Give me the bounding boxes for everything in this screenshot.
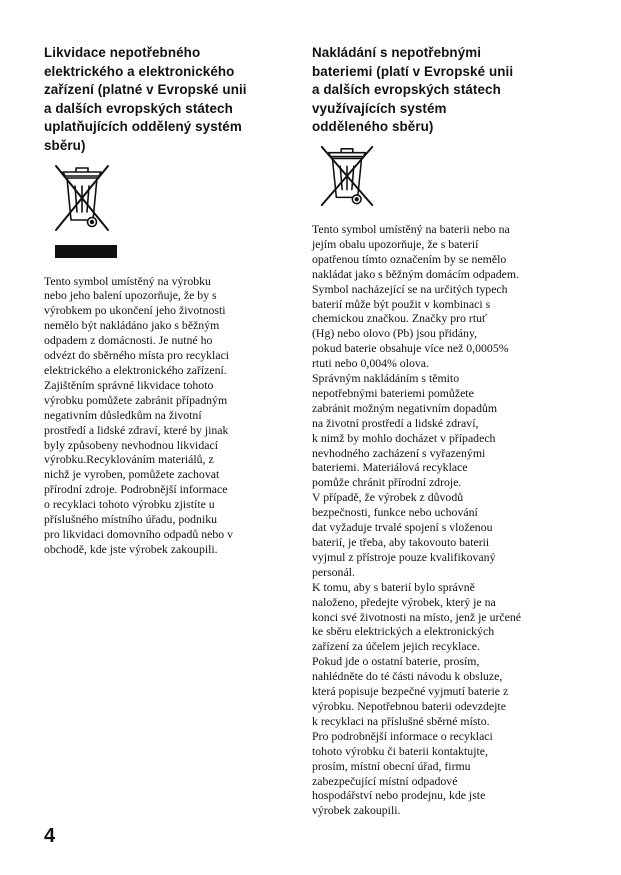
body-line: zabránit možným negativním dopadům xyxy=(312,400,498,415)
weee-body-text xyxy=(44,274,284,557)
body-line: na životní prostředí a lidské zdraví, xyxy=(312,415,479,430)
body-line: zabezpečující místní odpadové xyxy=(312,773,458,788)
heading-line: odděleného sběru) xyxy=(312,119,434,135)
body-line: rtuti nebo 0,004% olova. xyxy=(312,356,429,371)
body-line: pro likvidaci domovního odpadů nebo v xyxy=(44,526,234,541)
body-line: Pokud jde o ostatní baterie, prosím, xyxy=(312,654,480,669)
body-line: výrobku.Recyklováním materiálů, z xyxy=(44,452,214,467)
body-line: jejím obalu upozorňuje, že s baterií xyxy=(312,236,479,251)
body-line: o recyklaci tohoto výrobku zjistíte u xyxy=(44,497,215,512)
body-line: nevhodného zacházení s vyřazenými xyxy=(312,445,486,460)
body-line: zařízení za účelem jejich recyklace. xyxy=(312,639,480,654)
heading-line: a dalších evropských státech xyxy=(312,82,501,98)
battery-heading xyxy=(312,44,556,137)
battery-disposal-section xyxy=(312,44,556,818)
body-line: Tento symbol umístěný na výrobku xyxy=(44,273,211,288)
heading-line: Nakládání s nepotřebnými xyxy=(312,45,482,60)
heading-line: využívajících systém xyxy=(312,100,447,116)
body-line: bateriemi. Materiálová recyklace xyxy=(312,460,468,475)
heading-line: sběru) xyxy=(44,137,86,153)
body-line: bezpečnosti, funkce nebo uchování xyxy=(312,505,478,520)
body-line: odpadem z domácnosti. Je nutné ho xyxy=(44,333,213,348)
crossed-out-wheelie-bin-icon xyxy=(312,143,382,209)
body-line: negativním důsledkům na životní xyxy=(44,407,202,422)
body-line: V případě, že výrobek z důvodů xyxy=(312,490,464,505)
body-line: přírodní zdroje. Podrobnější informace xyxy=(44,482,228,497)
body-line: která popisuje bezpečné vyjmutí baterie z xyxy=(312,684,509,699)
body-line: vyjmul z přístroje pouze kvalifikovaný xyxy=(312,549,496,564)
heading-line: uplatňujících oddělený systém xyxy=(44,119,242,135)
body-line: elektrického a elektronického zařízení. xyxy=(44,363,227,377)
body-line: personál. xyxy=(312,564,355,579)
body-line: Správným nakládáním s těmito xyxy=(312,371,460,386)
body-line: pokud baterie obsahuje více než 0,0005% xyxy=(312,341,509,356)
body-line: nepotřebnými bateriemi pomůžete xyxy=(312,385,474,400)
heading-line: bateriemi (platí v Evropské unii xyxy=(312,63,514,79)
heading-line: zařízení (platné v Evropské unii xyxy=(44,82,247,98)
body-line: (Hg) nebo olovo (Pb) jsou přidány, xyxy=(312,326,478,341)
body-line: odvézt do sběrného místa pro recyklaci xyxy=(44,348,230,363)
body-line: baterií, je třeba, aby takovouto baterii xyxy=(312,535,490,549)
body-line: byly způsobeny nevhodnou likvidací xyxy=(44,437,218,452)
body-line: prostředí a lidské zdraví, které by jinak xyxy=(44,422,229,437)
body-line: nakládat jako s běžným domácím odpadem. xyxy=(312,266,520,281)
body-line: obchodě, kde jste výrobek zakoupili. xyxy=(44,541,218,556)
body-line: nichž je vyroben, pomůžete zachovat xyxy=(44,467,220,482)
body-line: hospodářství nebo prodejnu, kde jste xyxy=(312,788,486,803)
body-line: nemělo být nakládáno jako s běžným xyxy=(44,318,220,333)
body-line: ke sběru elektrických a elektronických xyxy=(312,624,495,639)
body-line: K tomu, aby s baterií bylo správně xyxy=(312,579,475,594)
body-line: Tento symbol umístěný na baterii nebo na xyxy=(312,221,510,236)
body-line: výrobku. Nepotřebnou baterii odevzdejte xyxy=(312,698,506,713)
body-line: tohoto výrobku či baterii kontaktujte, xyxy=(312,743,488,758)
body-line: výrobkem po ukončení jeho životnosti xyxy=(44,303,226,318)
body-line: Zajištěním správné likvidace tohoto xyxy=(44,377,214,392)
body-line: konci své životnosti na místo, jenž je určené xyxy=(312,609,522,624)
body-line: opatřenou tímto označením by se nemělo xyxy=(312,251,507,266)
body-line: výrobek zakoupili. xyxy=(312,803,401,818)
heading-line: a dalších evropských státech xyxy=(44,100,233,116)
body-line: nebo jeho balení upozorňuje, že by s xyxy=(44,288,217,303)
body-line: k recyklaci na příslušné sběrné místo. xyxy=(312,713,490,728)
body-line: k nimž by mohlo docházet v případech xyxy=(312,430,496,445)
body-line: pomůže chránit přírodní zdroje. xyxy=(312,475,462,490)
body-line: prosím, místní obecní úřad, firmu xyxy=(312,758,471,773)
body-line: baterií může být použit v kombinaci s xyxy=(312,296,491,311)
heading-line: Likvidace nepotřebného xyxy=(44,45,201,60)
page-number: 4 xyxy=(44,825,56,847)
body-line: dat vyžaduje trvalé spojení s vloženou xyxy=(312,520,493,535)
body-line: Symbol nacházející se na určitých typech xyxy=(312,281,508,296)
weee-disposal-section xyxy=(44,44,284,557)
body-line: Pro podrobnější informace o recyklaci xyxy=(312,728,493,743)
crossed-out-wheelie-bin-icon xyxy=(46,162,118,234)
body-line: nahlédněte do té části návodu k obsluze, xyxy=(312,669,503,684)
heading-line: elektrického a elektronického xyxy=(44,63,235,79)
body-line: chemickou značkou. Značky pro rtuť xyxy=(312,311,488,326)
solid-bar-marking xyxy=(55,245,117,258)
battery-body-text xyxy=(312,222,556,818)
body-line: naloženo, předejte výrobek, který je na xyxy=(312,594,496,609)
weee-heading xyxy=(44,44,284,156)
body-line: příslušného místního úřadu, podniku xyxy=(44,512,218,527)
body-line: výrobku pomůžete zabránit případným xyxy=(44,392,228,407)
